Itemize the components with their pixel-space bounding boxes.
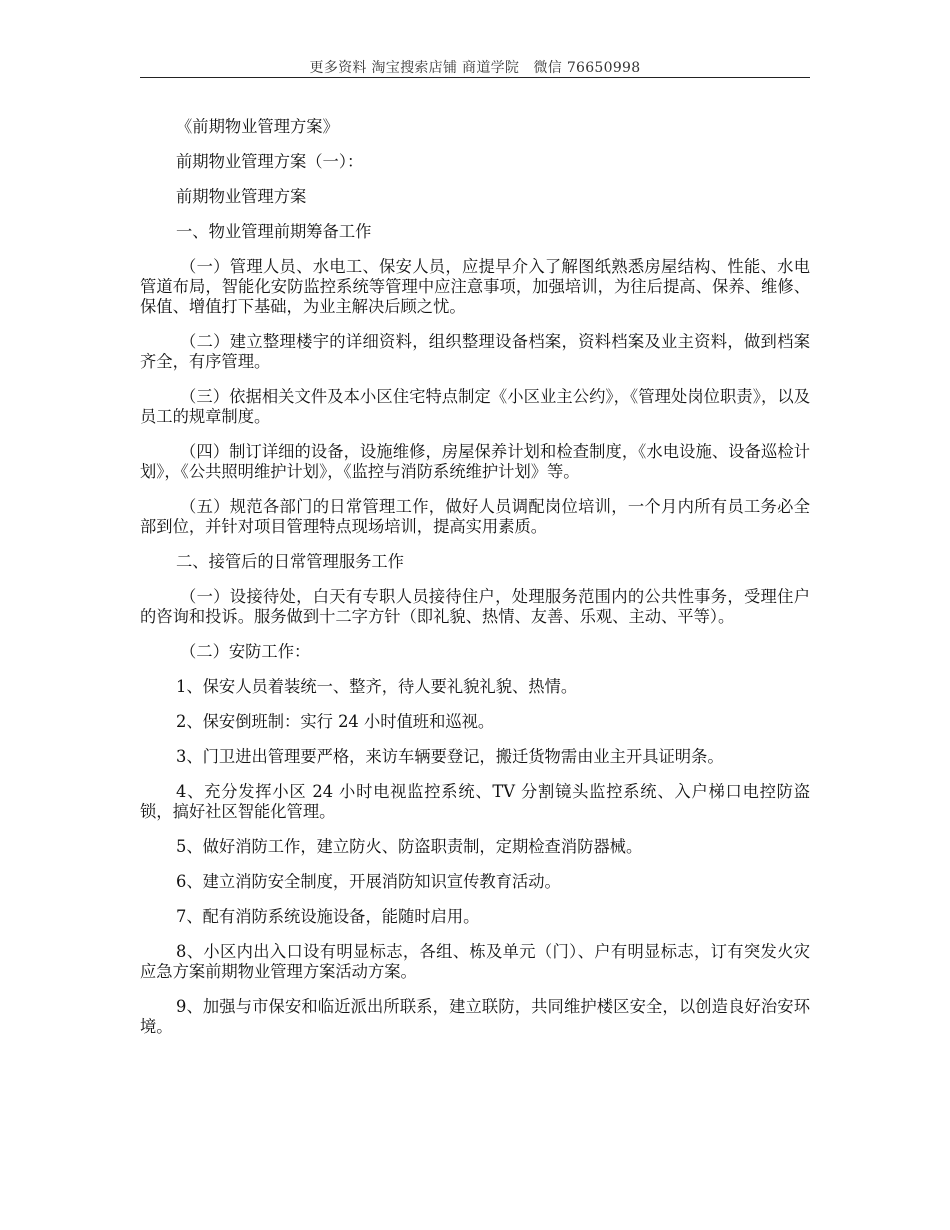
security-item-2: 2、保安倒班制：实行 24 小时值班和巡视。 bbox=[176, 712, 495, 731]
security-item-5: 5、做好消防工作，建立防火、防盗职责制，定期检查消防器械。 bbox=[176, 837, 643, 856]
security-item-8: 8、小区内出入口设有明显标志，各组、栋及单元（门）、户有明显标志，订有突发火灾应急方案前期物业管理方案活动方案。 bbox=[140, 942, 810, 981]
page-header: 更多资料 淘宝搜索店铺 商道学院 微信 76650998 bbox=[309, 60, 641, 76]
security-item-3: 3、门卫进出管理要严格，来访车辆要登记，搬迁货物需由业主开具证明条。 bbox=[176, 747, 724, 766]
document-subtitle: 前期物业管理方案（一）： bbox=[176, 152, 364, 171]
document-body bbox=[140, 117, 810, 1052]
section-1-title: 一、物业管理前期筹备工作 bbox=[176, 222, 372, 241]
header-divider bbox=[140, 77, 810, 78]
section-2-title: 二、接管后的日常管理服务工作 bbox=[176, 552, 404, 571]
section-2-item-2: （二）安防工作： bbox=[180, 642, 311, 661]
document-heading: 前期物业管理方案 bbox=[176, 187, 307, 206]
section-1-item-5: （五）规范各部门的日常管理工作，做好人员调配岗位培训，一个月内所有员工务必全部到位，并针对项目管理特点现场培训，提高实用素质。 bbox=[140, 497, 810, 536]
section-1-item-3: （三）依据相关文件及本小区住宅特点制定《小区业主公约》，《管理处岗位职责》，以及员工的规章制度。 bbox=[140, 387, 810, 426]
document-title: 《前期物业管理方案》 bbox=[176, 117, 339, 136]
security-item-7: 7、配有消防系统设施设备，能随时启用。 bbox=[176, 907, 480, 926]
section-1-item-1: （一）管理人员、水电工、保安人员，应提早介入了解图纸熟悉房屋结构、性能、水电管道布局，智能化安防监控系统等管理中应注意事项，加强培训，为往后提高、保养、维修、保值、增值打下基础，为业主解决后顾之忧。 bbox=[140, 257, 810, 316]
security-item-1: 1、保安人员着装统一、整齐，待人要礼貌礼貌、热情。 bbox=[176, 677, 578, 696]
security-item-6: 6、建立消防安全制度，开展消防知识宣传教育活动。 bbox=[176, 872, 561, 891]
section-2-item-1: （一）设接待处，白天有专职人员接待住户，处理服务范围内的公共性事务，受理住户的咨询和投诉。服务做到十二字方针（即礼貌、热情、友善、乐观、主动、平等）。 bbox=[140, 587, 810, 626]
security-item-9: 9、加强与市保安和临近派出所联系，建立联防，共同维护楼区安全，以创造良好治安环境。 bbox=[140, 997, 810, 1036]
section-1-item-4: （四）制订详细的设备，设施维修，房屋保养计划和检查制度，《水电设施、设备巡检计划》，《公共照明维护计划》，《监控与消防系统维护计划》等。 bbox=[140, 442, 810, 481]
section-1-item-2: （二）建立整理楼宇的详细资料，组织整理设备档案，资料档案及业主资料，做到档案齐全，有序管理。 bbox=[140, 332, 810, 371]
security-item-4: 4、充分发挥小区 24 小时电视监控系统、TV 分割镜头监控系统、入户梯口电控防盗锁，搞好社区智能化管理。 bbox=[140, 782, 810, 821]
